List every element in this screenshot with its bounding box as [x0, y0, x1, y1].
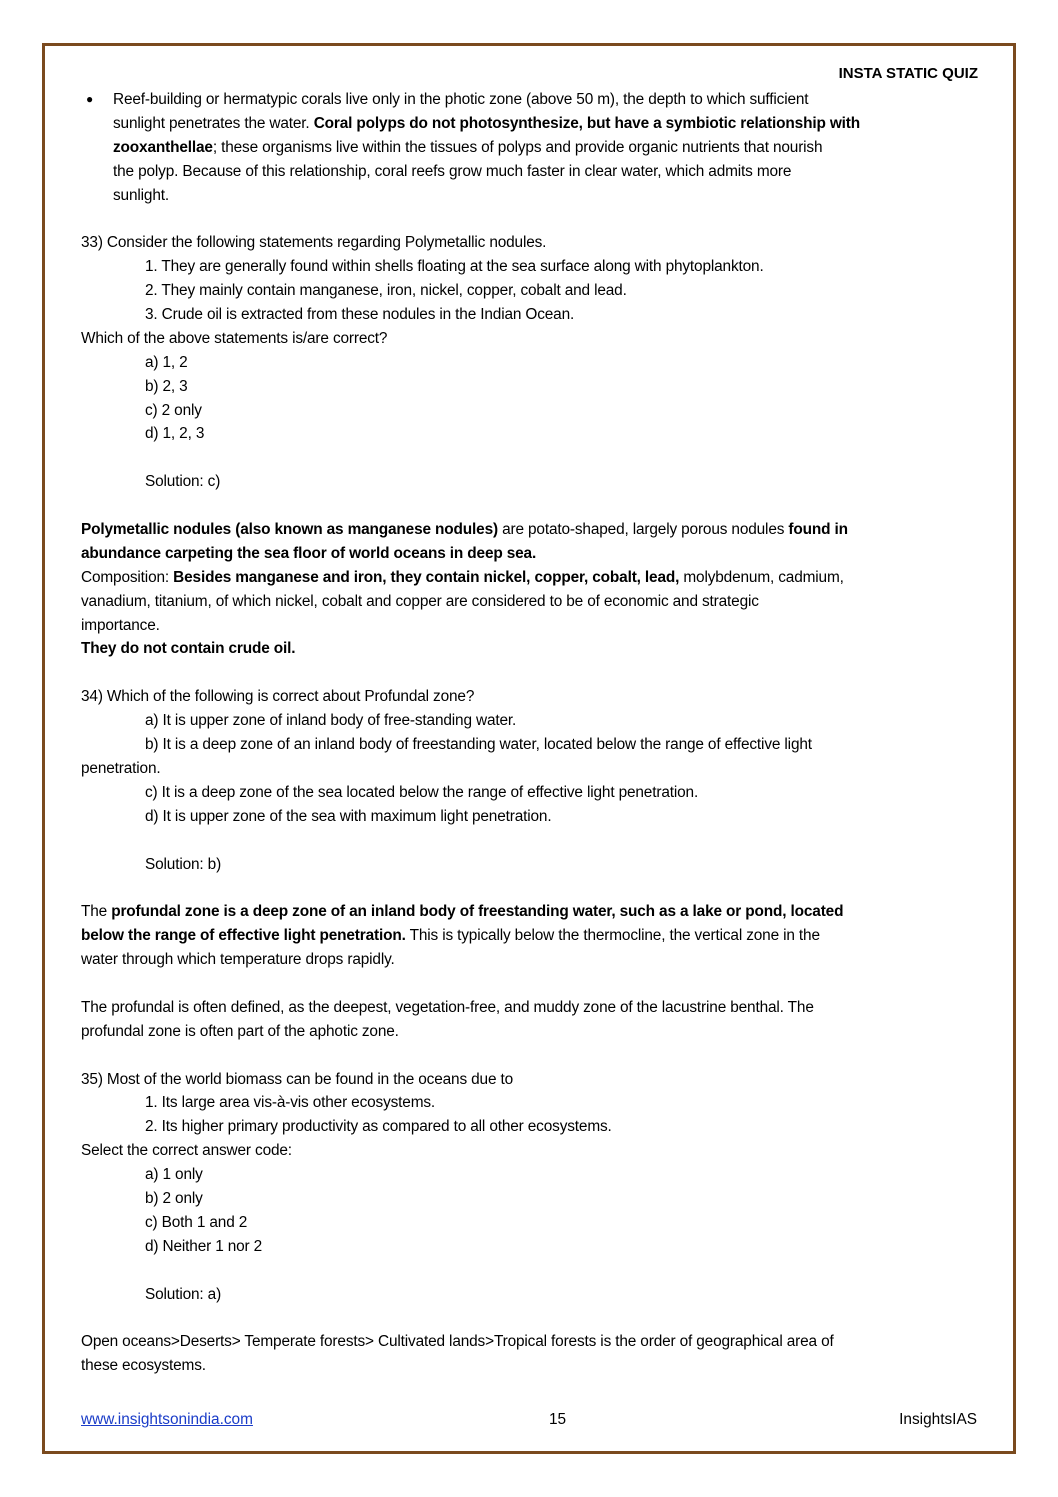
text: water through which temperature drops rapidly. [81, 951, 395, 969]
text: d) Neither 1 nor 2 [145, 1237, 263, 1255]
text: importance. [81, 616, 160, 634]
text: molybdenum, cadmium, [679, 568, 844, 586]
text-line [81, 470, 981, 494]
text-line [81, 375, 981, 399]
text-line [81, 1115, 981, 1139]
text-line [81, 781, 981, 805]
text-line [81, 948, 981, 972]
text-line [81, 136, 981, 160]
blank-line [81, 1259, 981, 1283]
bold-text: Polymetallic nodules (also known as manganese nodules) [81, 521, 498, 539]
text: Select the correct answer code: [81, 1142, 292, 1160]
text: 2. They mainly contain manganese, iron, nickel, copper, cobalt and lead. [145, 282, 627, 300]
text-line [81, 88, 981, 112]
bold-text: Coral polyps do not photosynthesize, but have a symbiotic relationship with [313, 114, 860, 132]
document-body [81, 88, 981, 1378]
text: 34) Which of the following is correct about Profundal zone? [81, 688, 475, 706]
text: 1. Its large area vis-à-vis other ecosystems. [145, 1094, 436, 1112]
page-header: INSTA STATIC QUIZ [838, 65, 978, 82]
blank-line [81, 207, 981, 231]
text: b) It is a deep zone of an inland body of freestanding water, located below the range of effective light [145, 736, 812, 754]
blank-line [81, 446, 981, 470]
text: sunlight. [113, 186, 169, 204]
website-link[interactable]: www.insightsonindia.com [81, 1411, 253, 1428]
text-line [81, 399, 981, 423]
text-line [81, 900, 981, 924]
text-line [81, 255, 981, 279]
text: profundal zone is often part of the aphotic zone. [81, 1022, 399, 1040]
text-line [81, 1283, 981, 1307]
text: these ecosystems. [81, 1357, 206, 1375]
text-line [81, 303, 981, 327]
text-line [81, 1354, 981, 1378]
text-line [81, 996, 981, 1020]
text-line [81, 231, 981, 255]
text-line [81, 685, 981, 709]
text-line [81, 1139, 981, 1163]
text: Solution: c) [145, 473, 221, 491]
text-line [81, 590, 981, 614]
text: c) Both 1 and 2 [145, 1213, 248, 1231]
text: vanadium, titanium, of which nickel, cobalt and copper are considered to be of economic and strategic [81, 592, 759, 610]
text: a) 1, 2 [145, 353, 188, 371]
text: sunlight penetrates the water. [113, 114, 314, 132]
text: b) 2, 3 [145, 377, 188, 395]
blank-line [81, 661, 981, 685]
footer-brand: InsightsIAS [899, 1411, 977, 1428]
text: penetration. [81, 759, 161, 777]
text: Reef-building or hermatypic corals live only in the photic zone (above 50 m), the depth to which sufficient [113, 91, 809, 108]
text: a) 1 only [145, 1166, 203, 1184]
blank-line [81, 1306, 981, 1330]
blank-line [81, 876, 981, 900]
blank-line [81, 494, 981, 518]
text: 35) Most of the world biomass can be found in the oceans due to [81, 1070, 514, 1088]
text-line [81, 614, 981, 638]
text-line [81, 160, 981, 184]
page-footer [81, 1411, 977, 1435]
text: b) 2 only [145, 1189, 203, 1207]
text-line [81, 1211, 981, 1235]
text: a) It is upper zone of inland body of free-standing water. [145, 712, 517, 730]
text: 1. They are generally found within shells floating at the sea surface along with phytoplankton. [145, 258, 764, 276]
text: The [81, 903, 112, 921]
text-line [81, 1091, 981, 1115]
text: 2. Its higher primary productivity as compared to all other ecosystems. [145, 1118, 612, 1136]
text: Solution: a) [145, 1285, 222, 1303]
text: ; these organisms live within the tissues of polyps and provide organic nutrients that nourish [212, 138, 823, 156]
text: c) 2 only [145, 401, 202, 419]
text: the polyp. Because of this relationship, coral reefs grow much faster in clear water, which admits more [113, 162, 792, 180]
text-line [81, 637, 981, 661]
text-line [81, 1068, 981, 1092]
bold-text: Besides manganese and iron, they contain nickel, copper, cobalt, lead, [173, 568, 680, 586]
text-line [81, 733, 981, 757]
page-number: 15 [549, 1411, 567, 1428]
text-line [81, 757, 981, 781]
text: Which of the above statements is/are correct? [81, 329, 388, 347]
text-line [81, 422, 981, 446]
text: Solution: b) [145, 855, 222, 873]
text: c) It is a deep zone of the sea located below the range of effective light penetration. [145, 783, 699, 801]
bold-text: below the range of effective light penetration. [81, 927, 406, 945]
text-line [81, 1163, 981, 1187]
text: This is typically below the thermocline, the vertical zone in the [405, 927, 820, 945]
bold-text: zooxanthellae [113, 138, 213, 156]
text-line [81, 327, 981, 351]
text-line [81, 279, 981, 303]
bold-text: profundal zone is a deep zone of an inland body of freestanding water, such as a lake or pond, located [111, 903, 844, 921]
text-line [81, 805, 981, 829]
text-line [81, 1235, 981, 1259]
text-line [81, 1187, 981, 1211]
bold-text: They do not contain crude oil. [81, 640, 296, 658]
blank-line [81, 829, 981, 853]
bullet-icon: ● [86, 92, 94, 106]
text-line [81, 1330, 981, 1354]
text-line [81, 924, 981, 948]
text-line [81, 1020, 981, 1044]
text-line [81, 853, 981, 877]
blank-line [81, 1044, 981, 1068]
text: Composition: [81, 568, 174, 586]
bold-text: found in [788, 521, 848, 539]
text: d) 1, 2, 3 [145, 425, 205, 443]
text-line [81, 184, 981, 208]
text: are potato-shaped, largely porous nodules [497, 521, 789, 539]
text: d) It is upper zone of the sea with maximum light penetration. [145, 807, 552, 825]
text-line [81, 351, 981, 375]
text: The profundal is often defined, as the deepest, vegetation-free, and muddy zone of the lacustrine benthal. The [81, 998, 814, 1016]
text: 33) Consider the following statements regarding Polymetallic nodules. [81, 234, 547, 252]
text-line [81, 542, 981, 566]
text-line [81, 518, 981, 542]
text: 3. Crude oil is extracted from these nodules in the Indian Ocean. [145, 306, 575, 324]
bold-text: abundance carpeting the sea floor of world oceans in deep sea. [81, 544, 537, 562]
text-line [81, 709, 981, 733]
blank-line [81, 972, 981, 996]
text-line [81, 566, 981, 590]
text-line [81, 112, 981, 136]
text: Open oceans>Deserts> Temperate forests> Cultivated lands>Tropical forests is the order of geographical area of [81, 1333, 834, 1351]
